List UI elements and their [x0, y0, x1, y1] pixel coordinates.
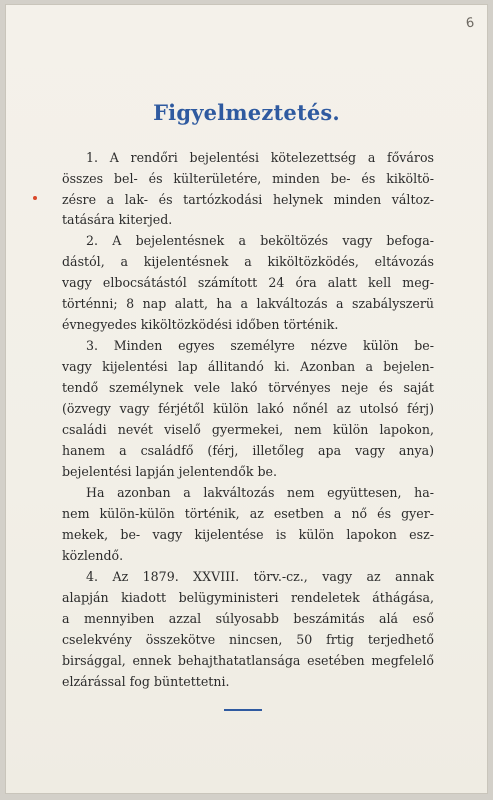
text-line: dástól, a kijelentésnek a kiköltözködés, eltávozás [62, 254, 434, 269]
text-line: 1. A rendőri bejelentési kötelezettség a főváros [86, 150, 434, 165]
text-line: 3. Minden egyes személyre nézve külön be- [86, 338, 434, 353]
text-line: nem külön-külön történik, az esetben a nő és gyer- [62, 506, 434, 521]
text-line: a mennyiben azzal súlyosabb beszámitás alá eső [62, 611, 434, 626]
red-ink-dot [33, 196, 37, 200]
document-title: Figyelmeztetés. [153, 100, 340, 125]
text-line: vagy kijelentési lap állitandó ki. Azonban a bejelen- [62, 359, 434, 374]
text-line: történni; 8 nap alatt, ha a lakváltozás a szabályszerü [62, 296, 434, 311]
text-line: tatására kiterjed. [62, 212, 173, 227]
text-line: cselekvény összekötve nincsen, 50 frtig terjedhető [62, 632, 434, 647]
text-line: (özvegy vagy férjétől külön lakó nőnél az utolsó férj) [62, 401, 434, 416]
pencil-page-number: 6 [464, 15, 476, 32]
text-line: bejelentési lapján jelentendők be. [62, 464, 277, 479]
text-line: 4. Az 1879. XXVIII. törv.-cz., vagy az annak [86, 569, 434, 584]
text-line: hanem a családfő (férj, illetőleg apa vagy anya) [62, 443, 434, 458]
text-line: birsággal, ennek behajthatatlansága esetében megfelelő [62, 653, 434, 668]
text-line: alapján kiadott belügyministeri rendeletek áthágása, [62, 590, 434, 605]
text-line: zésre a lak- és tartózkodási helynek minden változ- [62, 192, 434, 207]
text-line: összes bel- és külterületére, minden be- és kiköltö- [62, 171, 434, 186]
text-line: évnegyedes kiköltözködési időben történik. [62, 317, 339, 332]
text-line: családi nevét viselő gyermekei, nem külön lapokon, [62, 422, 434, 437]
text-line: Ha azonban a lakváltozás nem együttesen, ha- [86, 485, 434, 500]
text-line: elzárással fog büntettetni. [62, 674, 230, 689]
text-line: közlendő. [62, 548, 124, 563]
text-line: 2. A bejelentésnek a beköltözés vagy befoga- [86, 233, 434, 248]
text-line: mekek, be- vagy kijelentése is külön lapokon esz- [62, 527, 434, 542]
closing-ornament-rule [224, 709, 262, 711]
text-line: vagy elbocsátástól számított 24 óra alatt kell meg- [62, 275, 434, 290]
text-line: tendő személynek vele lakó törvényes neje és saját [62, 380, 434, 395]
